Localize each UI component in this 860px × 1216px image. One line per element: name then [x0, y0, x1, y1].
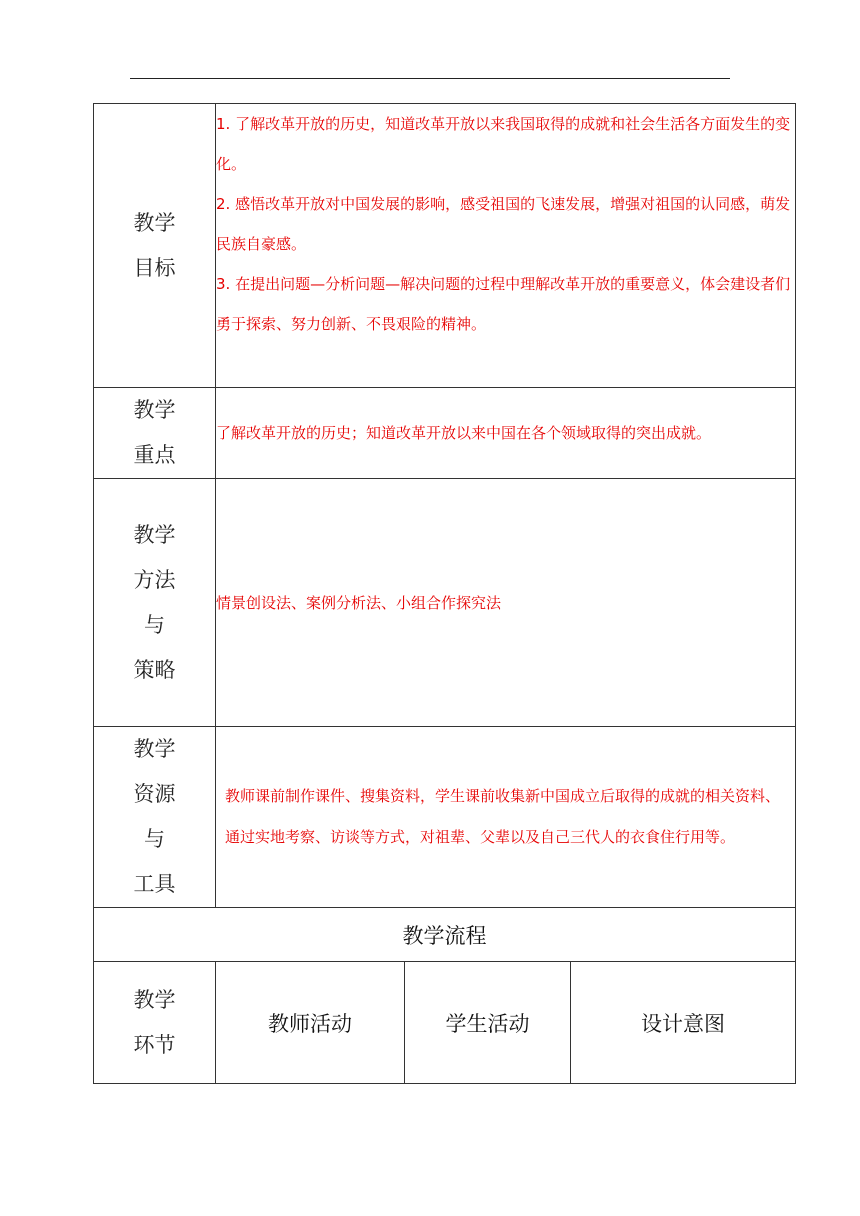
- resources-label: 教学 资源 与 工具: [94, 727, 216, 908]
- methods-content: 情景创设法、案例分析法、小组合作探究法: [216, 479, 796, 727]
- teacher-activity-header: 教师活动: [216, 962, 405, 1084]
- goals-label: 教学 目标: [94, 104, 216, 388]
- methods-label: 教学 方法 与 策略: [94, 479, 216, 727]
- methods-row: [94, 479, 796, 727]
- flow-title-row: [94, 908, 796, 962]
- flow-header-row: [94, 962, 796, 1084]
- lesson-plan-table: [93, 103, 796, 1084]
- stage-label: 教学 环节: [94, 962, 216, 1084]
- design-intent-header: 设计意图: [571, 962, 796, 1084]
- key-points-label: 教学 重点: [94, 388, 216, 479]
- goal-item: 3. 在提出问题—分析问题—解决问题的过程中理解改革开放的重要意义，体会建设者们勇于探索、努力创新、不畏艰险的精神。: [216, 275, 791, 333]
- header-rule: [130, 78, 730, 79]
- goal-item: 1. 了解改革开放的历史，知道改革开放以来我国取得的成就和社会生活各方面发生的变化。: [216, 115, 791, 173]
- goal-item: 2. 感悟改革开放对中国发展的影响，感受祖国的飞速发展，增强对祖国的认同感，萌发民族自豪感。: [216, 195, 791, 253]
- goals-row: [94, 104, 796, 388]
- key-points-content: 了解改革开放的历史；知道改革开放以来中国在各个领域取得的突出成就。: [216, 388, 796, 479]
- student-activity-header: 学生活动: [405, 962, 571, 1084]
- flow-title: 教学流程: [94, 908, 796, 962]
- resources-content: 教师课前制作课件、搜集资料，学生课前收集新中国成立后取得的成就的相关资料、通过实地考察、访谈等方式，对祖辈、父辈以及自己三代人的衣食住行用等。: [216, 727, 796, 908]
- goals-content: [216, 104, 796, 388]
- resources-row: [94, 727, 796, 908]
- key-points-row: [94, 388, 796, 479]
